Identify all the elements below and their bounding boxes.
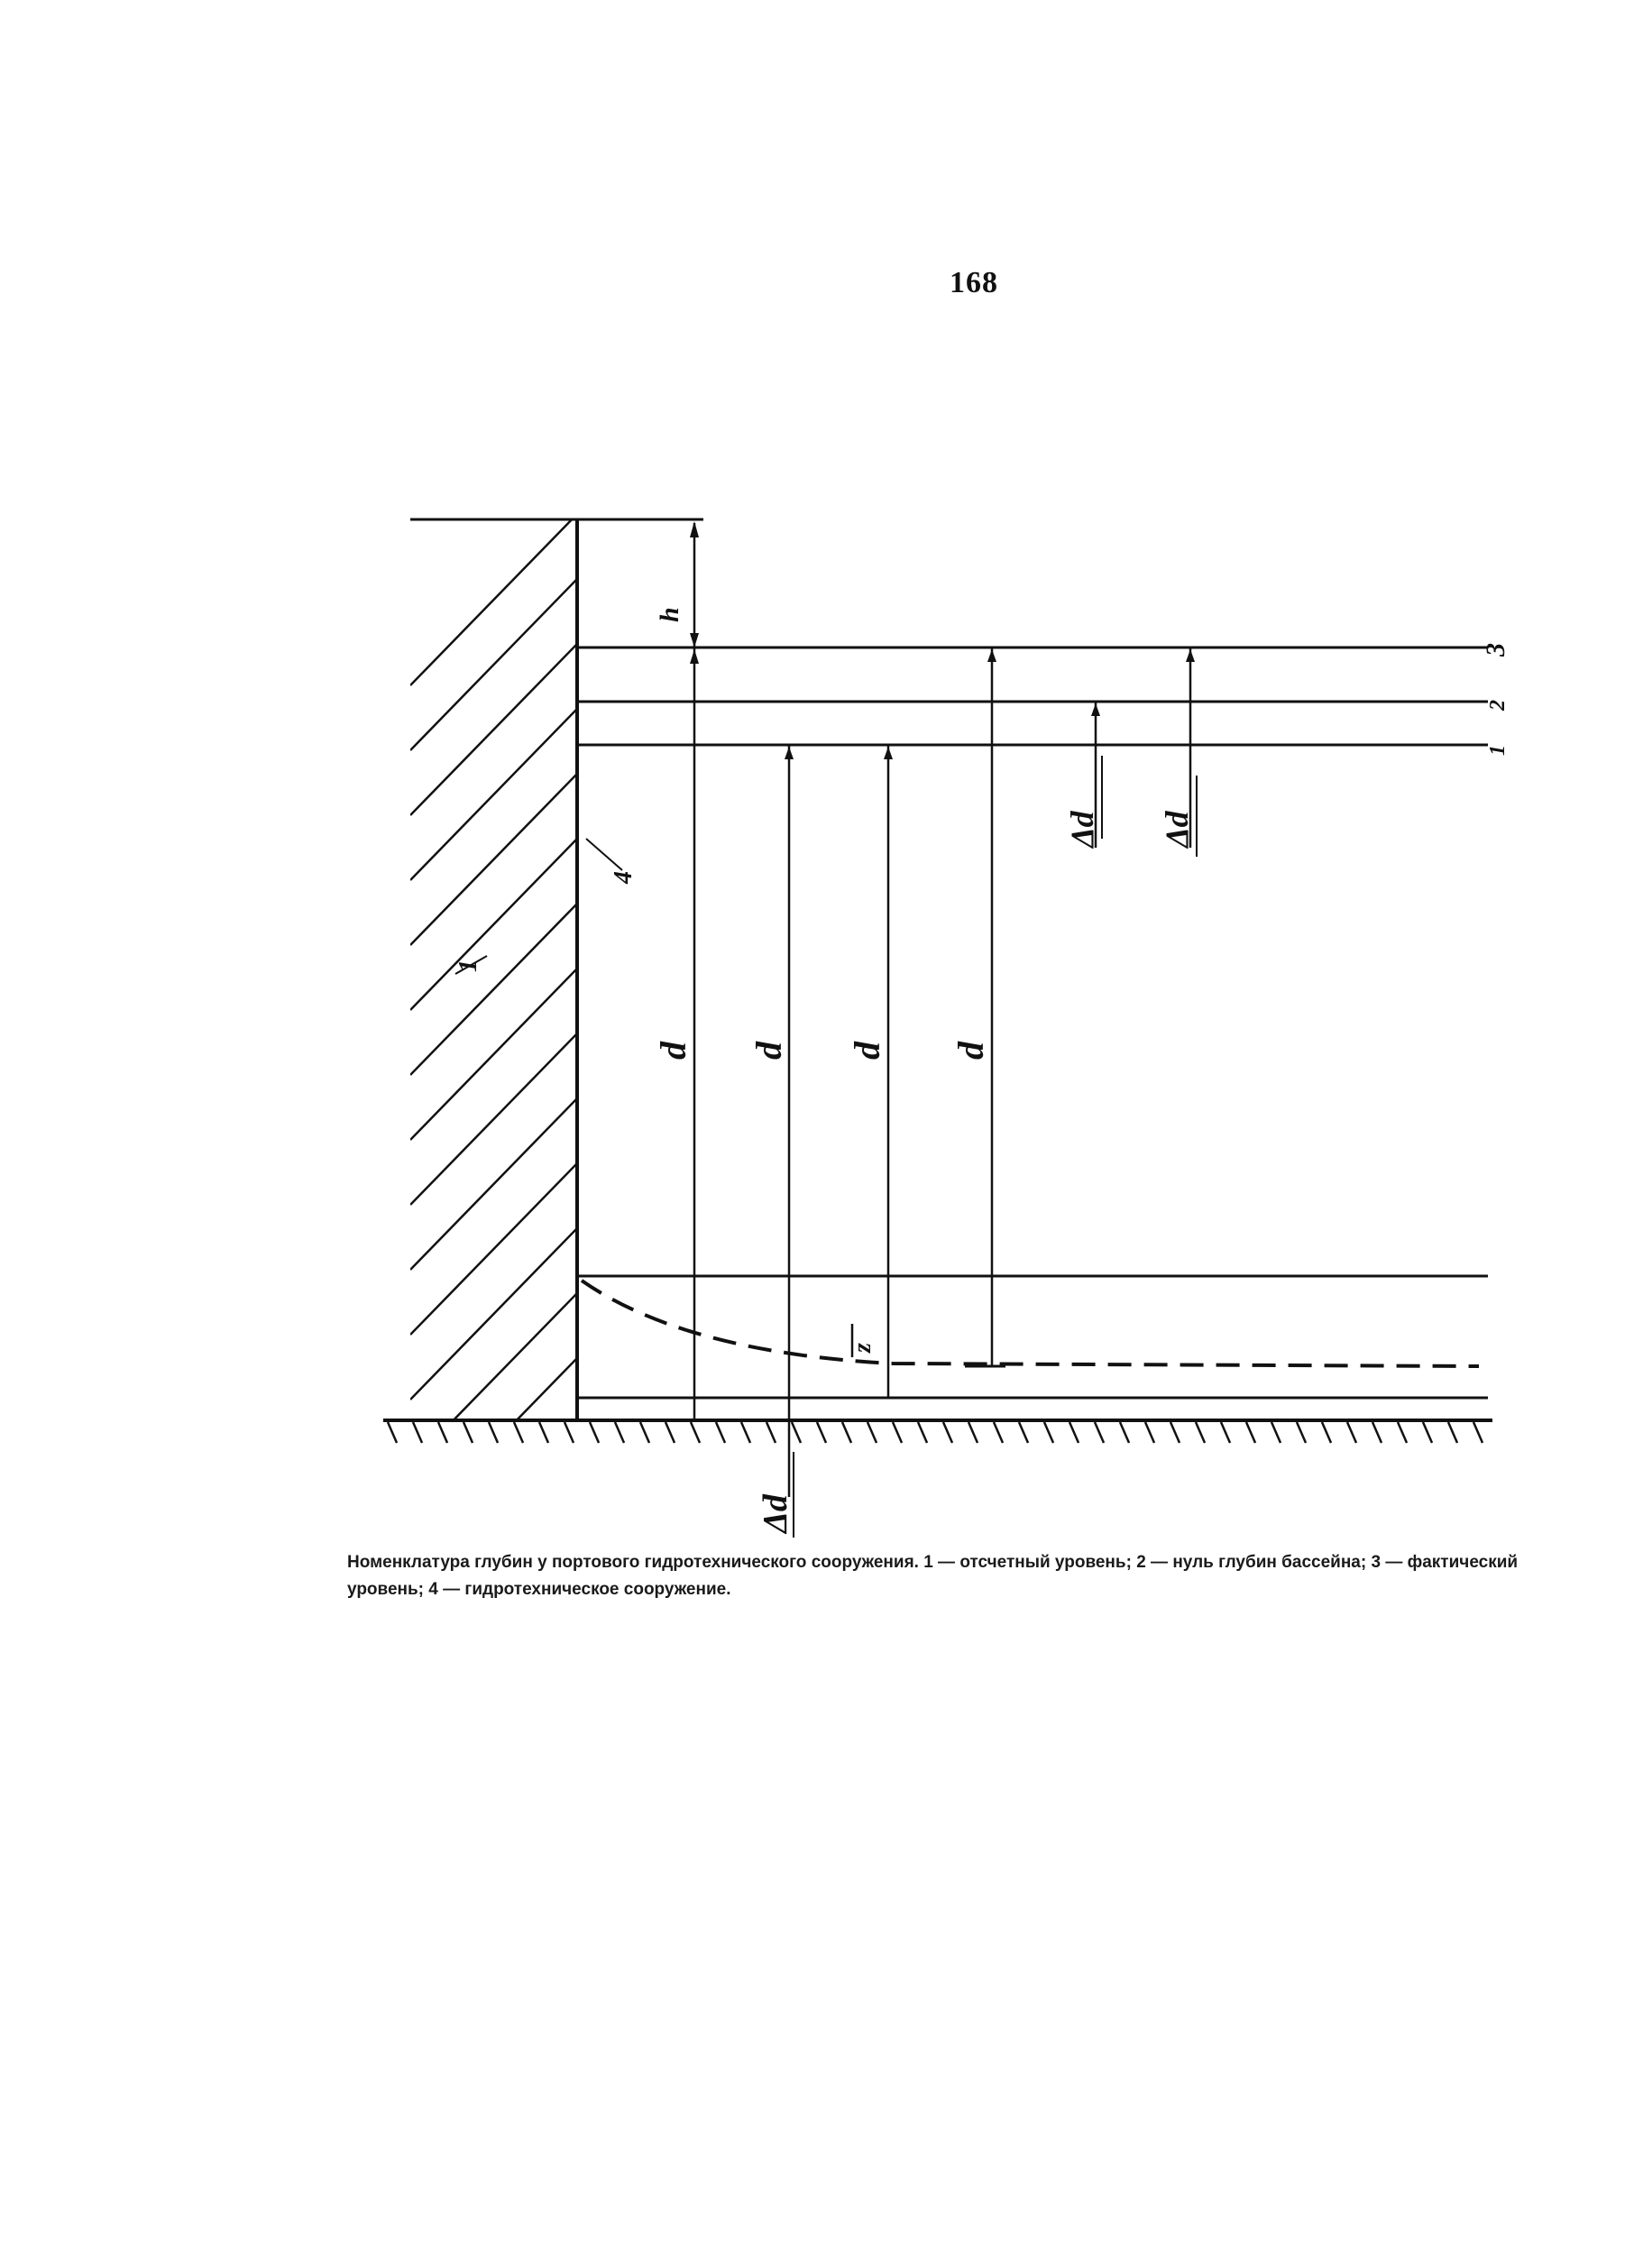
seabed-hatch-line [691, 1422, 700, 1443]
seabed-hatch-line [590, 1422, 599, 1443]
wall-hatch-line [410, 1293, 577, 1465]
seabed-hatch-line [666, 1422, 675, 1443]
page-number: 168 [950, 266, 998, 299]
wall-hatch-line [410, 1358, 577, 1529]
seabed-hatch-line [413, 1422, 422, 1443]
wall-hatch-line [410, 1098, 577, 1270]
label-level-2: 2 [1486, 700, 1510, 711]
seabed-hatch-line [842, 1422, 851, 1443]
seabed-hatch-line [893, 1422, 902, 1443]
seabed-hatch-line [615, 1422, 624, 1443]
silted-bottom-curve [582, 1281, 1479, 1366]
label-structure-4: 4 [610, 871, 638, 884]
seabed-hatch-line [1120, 1422, 1129, 1443]
seabed-hatch-line [1398, 1422, 1407, 1443]
seabed-hatch-line [1322, 1422, 1331, 1443]
seabed-hatch-line [1448, 1422, 1457, 1443]
seabed-hatch-line [1246, 1422, 1255, 1443]
seabed-hatch-line [817, 1422, 826, 1443]
dim-label-d3: d [847, 1042, 887, 1060]
seabed-hatch-line [1019, 1422, 1028, 1443]
wall-hatch-line [410, 1228, 577, 1400]
leader-4 [586, 839, 622, 870]
label-level-1: 1 [1486, 745, 1510, 756]
wall-hatch-line [410, 1033, 577, 1205]
seabed-hatch-line [1069, 1422, 1079, 1443]
seabed-hatch-line [539, 1422, 548, 1443]
seabed-hatch-line [1221, 1422, 1230, 1443]
seabed-hatching [388, 1422, 1483, 1443]
seabed-hatch-line [1297, 1422, 1306, 1443]
seabed-hatch-line [716, 1422, 725, 1443]
wall-hatch-line [410, 709, 577, 880]
dimension-arrows [690, 521, 1195, 759]
figure-caption: Номенклатура глубин у портового гидротехнического сооружения. 1 — отсчетный уровень; 2 — нуль глубин бассейна; 3 — фактический уровень; 4 — гидротехническое сооружение. [347, 1553, 1519, 1599]
wall-hatch-line [410, 969, 577, 1140]
delta-label-bottom: Δd [757, 1494, 794, 1533]
seabed-hatch-line [565, 1422, 574, 1443]
quay-wall-hatching [410, 514, 577, 1529]
seabed-hatch-line [388, 1422, 397, 1443]
label-h: h [655, 607, 684, 622]
label-level-3: 3 [1481, 643, 1510, 657]
wall-hatch-line [410, 1163, 577, 1335]
seabed-hatch-line [1423, 1422, 1432, 1443]
dim-label-d1: d [653, 1042, 693, 1060]
wall-hatch-line [410, 579, 577, 750]
seabed-hatch-line [1347, 1422, 1356, 1443]
dim-label-d2: d [748, 1042, 789, 1060]
seabed-hatch-line [792, 1422, 801, 1443]
wall-hatch-line [410, 774, 577, 945]
wall-hatch-line [410, 904, 577, 1075]
seabed-hatch-line [1044, 1422, 1053, 1443]
delta-label-2: Δd [1159, 811, 1195, 848]
seabed-hatch-line [867, 1422, 877, 1443]
seabed-hatch-line [1372, 1422, 1382, 1443]
wall-hatch-line [410, 514, 577, 685]
seabed-hatch-line [1145, 1422, 1154, 1443]
wall-hatch-line [410, 644, 577, 815]
seabed-hatch-line [514, 1422, 523, 1443]
label-wall-1: 1 [454, 960, 482, 972]
seabed-hatch-line [1095, 1422, 1104, 1443]
seabed-hatch-line [640, 1422, 649, 1443]
label-z: z [849, 1343, 877, 1353]
seabed-hatch-line [918, 1422, 927, 1443]
wall-hatch-line [410, 839, 577, 1010]
seabed-hatch-line [1196, 1422, 1205, 1443]
seabed-hatch-line [767, 1422, 776, 1443]
seabed-hatch-line [741, 1422, 750, 1443]
dim-label-d4: d [950, 1042, 991, 1060]
seabed-hatch-line [464, 1422, 473, 1443]
seabed-hatch-line [968, 1422, 978, 1443]
seabed-hatch-line [438, 1422, 447, 1443]
seabed-hatch-line [1473, 1422, 1483, 1443]
seabed-hatch-line [489, 1422, 498, 1443]
seabed-hatch-line [994, 1422, 1003, 1443]
seabed-hatch-line [943, 1422, 952, 1443]
seabed-hatch-line [1271, 1422, 1281, 1443]
seabed-hatch-line [1170, 1422, 1180, 1443]
delta-label-1: Δd [1064, 811, 1100, 848]
